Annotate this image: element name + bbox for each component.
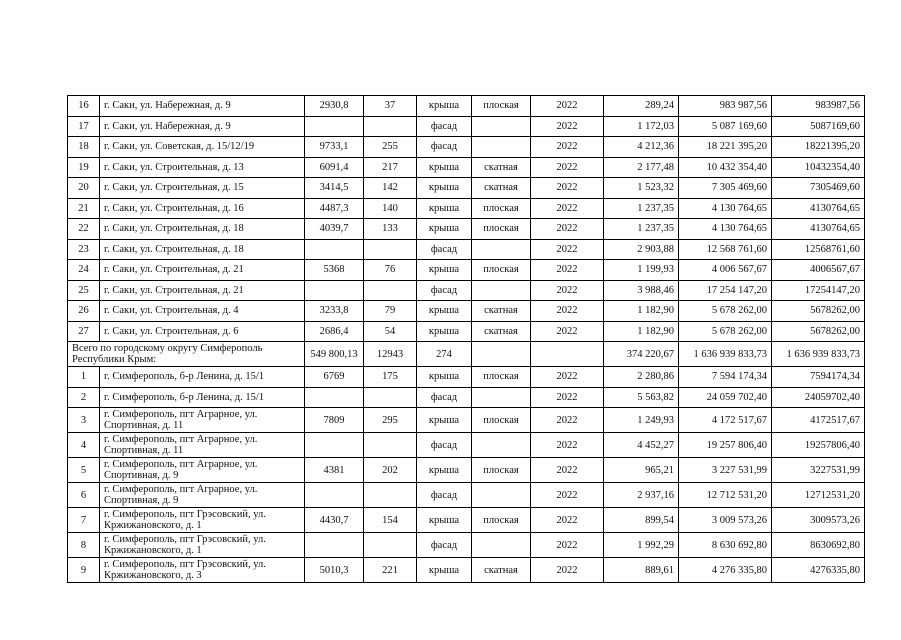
residents-cell: 76 — [364, 260, 417, 281]
unit-cost-cell: 2 903,88 — [604, 239, 679, 260]
total-count-cell: 274 — [417, 342, 472, 367]
cost-cell: 5 087 169,60 — [679, 116, 772, 137]
unit-cost-cell: 4 212,36 — [604, 137, 679, 158]
element-cell: крыша — [417, 408, 472, 433]
cost-cell: 4 130 764,65 — [679, 219, 772, 240]
year-cell: 2022 — [531, 433, 604, 458]
element-cell: фасад — [417, 239, 472, 260]
row-number-cell: 9 — [68, 558, 100, 583]
row-number-cell: 20 — [68, 178, 100, 199]
row-number-cell: 3 — [68, 408, 100, 433]
year-cell: 2022 — [531, 116, 604, 137]
table-row — [68, 408, 865, 433]
unit-cost-cell: 1 182,90 — [604, 321, 679, 342]
residents-cell: 202 — [364, 458, 417, 483]
year-cell: 2022 — [531, 280, 604, 301]
roof-type-cell: плоская — [472, 508, 531, 533]
cost-cell: 10 432 354,40 — [679, 157, 772, 178]
total-cost-cell: 7594174,34 — [772, 367, 865, 388]
address-cell: г. Саки, ул. Строительная, д. 21 — [100, 280, 305, 301]
address-cell: г. Симферополь, б-р Ленина, д. 15/1 — [100, 387, 305, 408]
roof-type-cell — [472, 137, 531, 158]
area-cell: 9733,1 — [305, 137, 364, 158]
row-number-cell: 17 — [68, 116, 100, 137]
unit-cost-cell: 1 237,35 — [604, 219, 679, 240]
residents-cell: 79 — [364, 301, 417, 322]
year-cell: 2022 — [531, 533, 604, 558]
table-row — [68, 301, 865, 322]
year-cell: 2022 — [531, 408, 604, 433]
cost-cell: 18 221 395,20 — [679, 137, 772, 158]
row-number-cell: 16 — [68, 96, 100, 117]
year-cell: 2022 — [531, 483, 604, 508]
residents-cell: 217 — [364, 157, 417, 178]
unit-cost-cell: 4 452,27 — [604, 433, 679, 458]
roof-type-cell: плоская — [472, 219, 531, 240]
area-cell: 5368 — [305, 260, 364, 281]
year-cell: 2022 — [531, 178, 604, 199]
roof-type-cell — [472, 239, 531, 260]
total-overall-cell: 1 636 939 833,73 — [772, 342, 865, 367]
total-cost-cell: 4006567,67 — [772, 260, 865, 281]
element-cell: крыша — [417, 260, 472, 281]
empty-cell — [472, 342, 531, 367]
element-cell: фасад — [417, 483, 472, 508]
area-cell — [305, 280, 364, 301]
cost-cell: 17 254 147,20 — [679, 280, 772, 301]
element-cell: крыша — [417, 458, 472, 483]
address-cell: г. Саки, ул. Строительная, д. 13 — [100, 157, 305, 178]
total-cost-cell: 3009573,26 — [772, 508, 865, 533]
address-cell: г. Саки, ул. Строительная, д. 4 — [100, 301, 305, 322]
roof-type-cell: скатная — [472, 301, 531, 322]
table-row — [68, 387, 865, 408]
row-number-cell: 26 — [68, 301, 100, 322]
table-row — [68, 367, 865, 388]
total-cost-sum-cell: 1 636 939 833,73 — [679, 342, 772, 367]
row-number-cell: 7 — [68, 508, 100, 533]
element-cell: крыша — [417, 157, 472, 178]
unit-cost-cell: 2 937,16 — [604, 483, 679, 508]
unit-cost-cell: 1 182,90 — [604, 301, 679, 322]
cost-cell: 8 630 692,80 — [679, 533, 772, 558]
address-cell: г. Симферополь, пгт Аграрное, ул. Спортивная, д. 9 — [100, 458, 305, 483]
address-cell: г. Саки, ул. Строительная, д. 18 — [100, 239, 305, 260]
residents-cell — [364, 280, 417, 301]
element-cell: крыша — [417, 508, 472, 533]
area-cell: 4381 — [305, 458, 364, 483]
area-cell: 4487,3 — [305, 198, 364, 219]
roof-type-cell — [472, 280, 531, 301]
table-row — [68, 458, 865, 483]
area-cell: 7809 — [305, 408, 364, 433]
cost-cell: 19 257 806,40 — [679, 433, 772, 458]
total-label-cell: Всего по городскому округу Симферополь Республики Крым: — [68, 342, 305, 367]
element-cell: крыша — [417, 367, 472, 388]
roof-type-cell — [472, 533, 531, 558]
element-cell: фасад — [417, 387, 472, 408]
total-cost-cell: 4130764,65 — [772, 219, 865, 240]
year-cell: 2022 — [531, 157, 604, 178]
row-number-cell: 4 — [68, 433, 100, 458]
address-cell: г. Саки, ул. Строительная, д. 6 — [100, 321, 305, 342]
table-row — [68, 239, 865, 260]
address-cell: г. Саки, ул. Набережная, д. 9 — [100, 96, 305, 117]
cost-cell: 3 009 573,26 — [679, 508, 772, 533]
residents-cell: 37 — [364, 96, 417, 117]
cost-cell: 7 594 174,34 — [679, 367, 772, 388]
element-cell: фасад — [417, 137, 472, 158]
address-cell: г. Саки, ул. Набережная, д. 9 — [100, 116, 305, 137]
total-residents-cell: 12943 — [364, 342, 417, 367]
element-cell: фасад — [417, 280, 472, 301]
residents-cell — [364, 116, 417, 137]
total-cost-cell: 7305469,60 — [772, 178, 865, 199]
address-cell: г. Симферополь, пгт Аграрное, ул. Спортивная, д. 11 — [100, 433, 305, 458]
residents-cell — [364, 387, 417, 408]
residents-cell: 140 — [364, 198, 417, 219]
address-cell: г. Саки, ул. Строительная, д. 16 — [100, 198, 305, 219]
address-cell: г. Симферополь, пгт Аграрное, ул. Спортивная, д. 9 — [100, 483, 305, 508]
area-cell — [305, 116, 364, 137]
row-number-cell: 8 — [68, 533, 100, 558]
area-cell: 4430,7 — [305, 508, 364, 533]
cost-cell: 983 987,56 — [679, 96, 772, 117]
row-number-cell: 21 — [68, 198, 100, 219]
row-number-cell: 6 — [68, 483, 100, 508]
address-cell: г. Симферополь, б-р Ленина, д. 15/1 — [100, 367, 305, 388]
roof-type-cell: плоская — [472, 458, 531, 483]
year-cell: 2022 — [531, 387, 604, 408]
row-number-cell: 24 — [68, 260, 100, 281]
unit-cost-cell: 1 992,29 — [604, 533, 679, 558]
table-row — [68, 96, 865, 117]
table-row — [68, 157, 865, 178]
repair-schedule-table — [67, 95, 865, 583]
residents-cell: 221 — [364, 558, 417, 583]
area-cell: 2930,8 — [305, 96, 364, 117]
element-cell: крыша — [417, 558, 472, 583]
unit-cost-cell: 1 237,35 — [604, 198, 679, 219]
address-cell: г. Саки, ул. Строительная, д. 18 — [100, 219, 305, 240]
area-cell: 4039,7 — [305, 219, 364, 240]
total-cost-cell: 4276335,80 — [772, 558, 865, 583]
year-cell: 2022 — [531, 198, 604, 219]
row-number-cell: 5 — [68, 458, 100, 483]
total-cost-cell: 8630692,80 — [772, 533, 865, 558]
year-cell: 2022 — [531, 301, 604, 322]
roof-type-cell — [472, 387, 531, 408]
unit-cost-cell: 2 280,86 — [604, 367, 679, 388]
unit-cost-cell: 3 988,46 — [604, 280, 679, 301]
table-row — [68, 260, 865, 281]
year-cell: 2022 — [531, 558, 604, 583]
total-cost-cell: 19257806,40 — [772, 433, 865, 458]
total-cost-cell: 24059702,40 — [772, 387, 865, 408]
residents-cell: 295 — [364, 408, 417, 433]
cost-cell: 5 678 262,00 — [679, 301, 772, 322]
cost-cell: 12 568 761,60 — [679, 239, 772, 260]
year-cell: 2022 — [531, 219, 604, 240]
roof-type-cell: плоская — [472, 367, 531, 388]
element-cell: крыша — [417, 321, 472, 342]
residents-cell: 154 — [364, 508, 417, 533]
area-cell: 5010,3 — [305, 558, 364, 583]
cost-cell: 4 130 764,65 — [679, 198, 772, 219]
area-cell — [305, 533, 364, 558]
table-row — [68, 483, 865, 508]
total-cost-cell: 12568761,60 — [772, 239, 865, 260]
empty-cell — [531, 342, 604, 367]
year-cell: 2022 — [531, 260, 604, 281]
address-cell: г. Симферополь, пгт Грэсовский, ул. Кржижановского, д. 1 — [100, 533, 305, 558]
area-cell — [305, 239, 364, 260]
row-number-cell: 27 — [68, 321, 100, 342]
roof-type-cell: плоская — [472, 96, 531, 117]
residents-cell: 142 — [364, 178, 417, 199]
cost-cell: 12 712 531,20 — [679, 483, 772, 508]
row-number-cell: 18 — [68, 137, 100, 158]
unit-cost-cell: 1 523,32 — [604, 178, 679, 199]
unit-cost-cell: 1 249,93 — [604, 408, 679, 433]
table-row — [68, 219, 865, 240]
year-cell: 2022 — [531, 458, 604, 483]
table-row — [68, 433, 865, 458]
table-row — [68, 533, 865, 558]
area-cell — [305, 483, 364, 508]
row-number-cell: 2 — [68, 387, 100, 408]
cost-cell: 24 059 702,40 — [679, 387, 772, 408]
total-cost-cell: 5678262,00 — [772, 301, 865, 322]
roof-type-cell: скатная — [472, 558, 531, 583]
cost-cell: 5 678 262,00 — [679, 321, 772, 342]
element-cell: крыша — [417, 178, 472, 199]
total-area-cell: 549 800,13 — [305, 342, 364, 367]
unit-cost-cell: 2 177,48 — [604, 157, 679, 178]
total-cost-cell: 3227531,99 — [772, 458, 865, 483]
table-row — [68, 508, 865, 533]
cost-cell: 4 006 567,67 — [679, 260, 772, 281]
table-row — [68, 558, 865, 583]
unit-cost-cell: 965,21 — [604, 458, 679, 483]
total-cost-cell: 4172517,67 — [772, 408, 865, 433]
area-cell: 2686,4 — [305, 321, 364, 342]
unit-cost-cell: 5 563,82 — [604, 387, 679, 408]
element-cell: крыша — [417, 219, 472, 240]
year-cell: 2022 — [531, 367, 604, 388]
row-number-cell: 23 — [68, 239, 100, 260]
address-cell: г. Симферополь, пгт Аграрное, ул. Спортивная, д. 11 — [100, 408, 305, 433]
roof-type-cell — [472, 433, 531, 458]
residents-cell: 255 — [364, 137, 417, 158]
unit-cost-cell: 899,54 — [604, 508, 679, 533]
roof-type-cell: плоская — [472, 198, 531, 219]
total-cost-cell: 18221395,20 — [772, 137, 865, 158]
total-row — [68, 342, 865, 367]
area-cell: 6091,4 — [305, 157, 364, 178]
residents-cell: 133 — [364, 219, 417, 240]
total-cost-cell: 4130764,65 — [772, 198, 865, 219]
area-cell: 6769 — [305, 367, 364, 388]
area-cell: 3414,5 — [305, 178, 364, 199]
total-cost-cell: 5678262,00 — [772, 321, 865, 342]
roof-type-cell: скатная — [472, 321, 531, 342]
total-unit-cost-cell: 374 220,67 — [604, 342, 679, 367]
residents-cell — [364, 533, 417, 558]
row-number-cell: 19 — [68, 157, 100, 178]
row-number-cell: 1 — [68, 367, 100, 388]
address-cell: г. Саки, ул. Советская, д. 15/12/19 — [100, 137, 305, 158]
roof-type-cell — [472, 116, 531, 137]
unit-cost-cell: 1 172,03 — [604, 116, 679, 137]
table-row — [68, 280, 865, 301]
row-number-cell: 25 — [68, 280, 100, 301]
element-cell: крыша — [417, 96, 472, 117]
cost-cell: 7 305 469,60 — [679, 178, 772, 199]
roof-type-cell: плоская — [472, 260, 531, 281]
roof-type-cell: скатная — [472, 157, 531, 178]
address-cell: г. Саки, ул. Строительная, д. 15 — [100, 178, 305, 199]
element-cell: фасад — [417, 116, 472, 137]
residents-cell — [364, 239, 417, 260]
total-cost-cell: 10432354,40 — [772, 157, 865, 178]
year-cell: 2022 — [531, 239, 604, 260]
cost-cell: 4 276 335,80 — [679, 558, 772, 583]
table-row — [68, 137, 865, 158]
area-cell — [305, 387, 364, 408]
year-cell: 2022 — [531, 137, 604, 158]
element-cell: крыша — [417, 198, 472, 219]
area-cell: 3233,8 — [305, 301, 364, 322]
address-cell: г. Симферополь, пгт Грэсовский, ул. Кржижановского, д. 1 — [100, 508, 305, 533]
row-number-cell: 22 — [68, 219, 100, 240]
unit-cost-cell: 1 199,93 — [604, 260, 679, 281]
total-cost-cell: 983987,56 — [772, 96, 865, 117]
total-cost-cell: 12712531,20 — [772, 483, 865, 508]
address-cell: г. Симферополь, пгт Грэсовский, ул. Кржижановского, д. 3 — [100, 558, 305, 583]
table-row — [68, 116, 865, 137]
year-cell: 2022 — [531, 96, 604, 117]
table-row — [68, 178, 865, 199]
cost-cell: 4 172 517,67 — [679, 408, 772, 433]
residents-cell — [364, 433, 417, 458]
element-cell: фасад — [417, 533, 472, 558]
cost-cell: 3 227 531,99 — [679, 458, 772, 483]
roof-type-cell: плоская — [472, 408, 531, 433]
element-cell: фасад — [417, 433, 472, 458]
residents-cell — [364, 483, 417, 508]
year-cell: 2022 — [531, 508, 604, 533]
roof-type-cell: скатная — [472, 178, 531, 199]
total-cost-cell: 17254147,20 — [772, 280, 865, 301]
address-cell: г. Саки, ул. Строительная, д. 21 — [100, 260, 305, 281]
unit-cost-cell: 889,61 — [604, 558, 679, 583]
element-cell: крыша — [417, 301, 472, 322]
residents-cell: 175 — [364, 367, 417, 388]
roof-type-cell — [472, 483, 531, 508]
table-body — [68, 96, 865, 583]
residents-cell: 54 — [364, 321, 417, 342]
area-cell — [305, 433, 364, 458]
total-cost-cell: 5087169,60 — [772, 116, 865, 137]
unit-cost-cell: 289,24 — [604, 96, 679, 117]
year-cell: 2022 — [531, 321, 604, 342]
table-row — [68, 198, 865, 219]
table-row — [68, 321, 865, 342]
